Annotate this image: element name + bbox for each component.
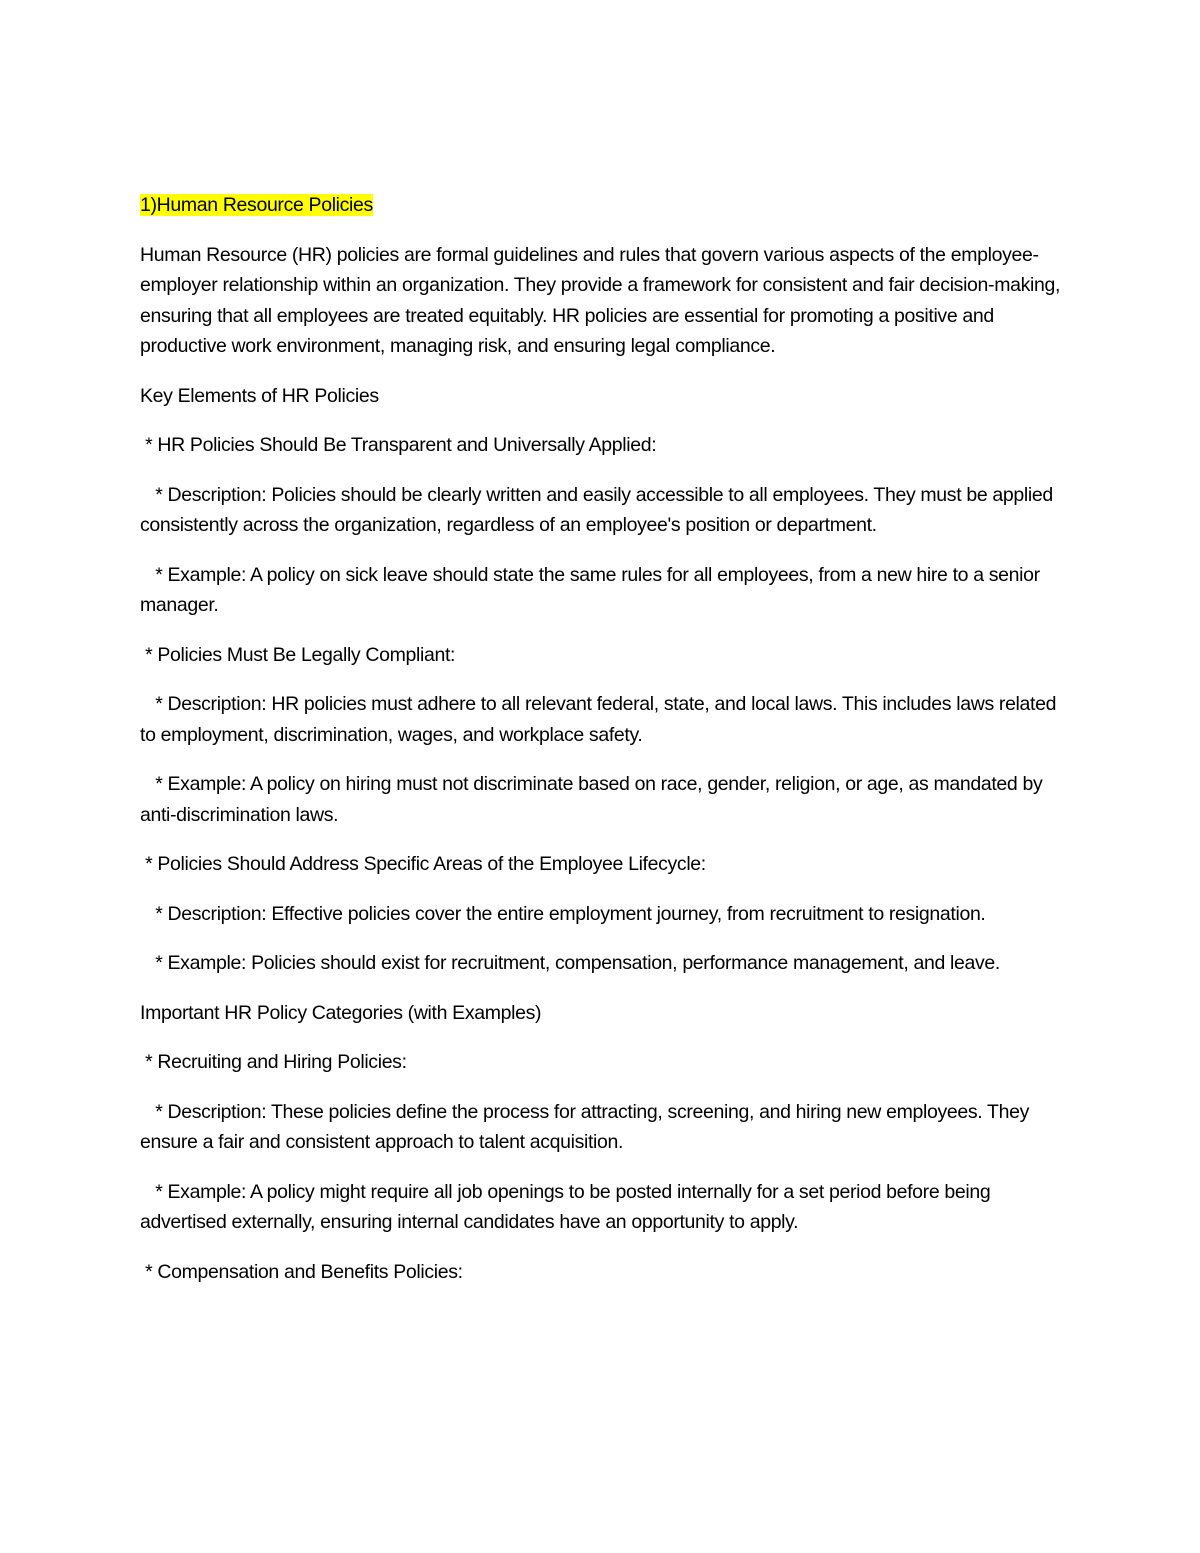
recruiting-description: * Description: These policies define the process for attracting, screening, and hiring new employees. They ensure a fair and consistent approach to talent acquisition. (140, 1100, 1035, 1153)
lifecycle-description: * Description: Effective policies cover the entire employment journey, from recruitment to resignation. (140, 902, 986, 925)
lifecycle-example: * Example: Policies should exist for recruitment, compensation, performance management, and leave. (140, 952, 1000, 974)
lifecycle-title: * Policies Should Address Specific Areas of the Employee Lifecycle: (140, 853, 706, 875)
legal-title: * Policies Must Be Legally Compliant: (140, 643, 456, 666)
legal-description: * Description: HR policies must adhere to all relevant federal, state, and local laws. This includes laws related to employment, discrimination, wages, and workplace safety. (140, 693, 1062, 746)
legal-example: * Example: A policy on hiring must not discriminate based on race, gender, religion, or age, as mandated by anti-discrimination laws. (140, 773, 1048, 826)
transparent-description: * Description: Policies should be clearly written and easily accessible to all employees. They must be applied consistently across the organization, regardless of an employee's position or department. (140, 483, 1058, 536)
section-heading (140, 190, 1065, 221)
transparent-example: * Example: A policy on sick leave should state the same rules for all employees, from a new hire to a senior manager. (140, 563, 1045, 616)
intro-paragraph: Human Resource (HR) policies are formal guidelines and rules that govern various aspects of the employee-employer relationship within an organization. They provide a framework for consistent and fair decision-making, ensuring that all employees are treated equitably. HR policies are essential for promoting a positive and productive work environment, managing risk, and ensuring legal compliance. (140, 243, 1066, 357)
key-elements-title: Key Elements of HR Policies (140, 384, 379, 407)
recruiting-title: * Recruiting and Hiring Policies: (140, 1051, 407, 1073)
compensation-title: * Compensation and Benefits Policies: (140, 1260, 463, 1283)
document-page (140, 190, 1065, 1306)
transparent-title: * HR Policies Should Be Transparent and Universally Applied: (140, 434, 657, 456)
heading-highlight: 1)Human Resource Policies (140, 194, 373, 216)
categories-title: Important HR Policy Categories (with Examples) (140, 1001, 542, 1024)
recruiting-example: * Example: A policy might require all job openings to be posted internally for a set period before being advertised externally, ensuring internal candidates have an opportunity to apply. (140, 1180, 996, 1233)
